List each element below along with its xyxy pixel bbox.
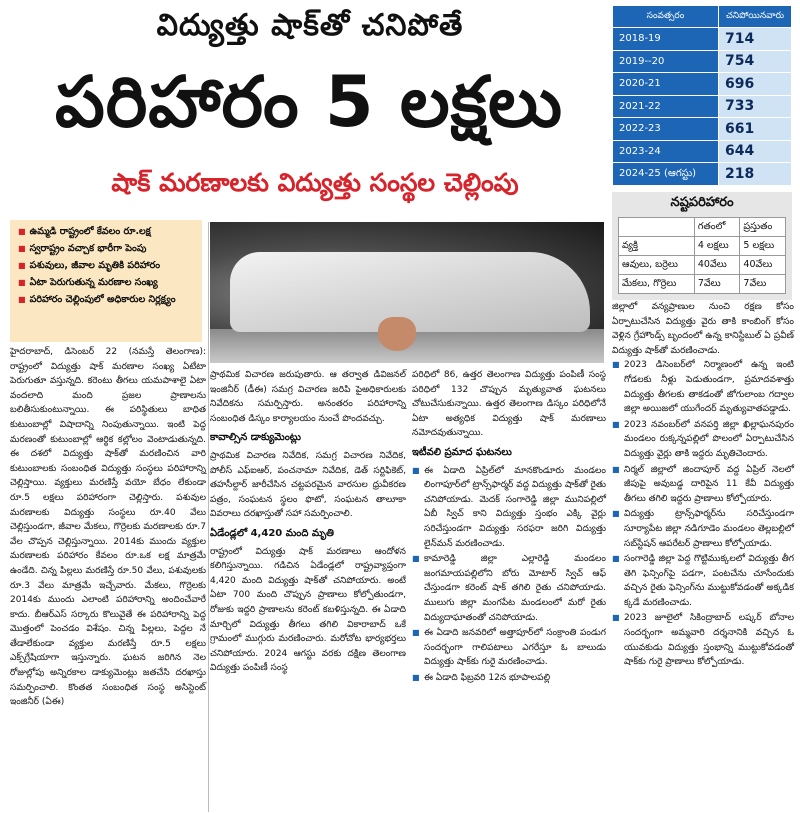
stats-deaths: 644 xyxy=(719,140,792,163)
stats-year: 2024-25 (ఆగస్టు) xyxy=(613,163,719,186)
headline: పరిహారం 5 లక్షలు xyxy=(54,61,564,143)
section-heading: ఏడేండ్లలో 4,420 మంది మృతి xyxy=(210,527,334,539)
stats-deaths: 661 xyxy=(719,118,792,141)
highlight-item xyxy=(18,293,198,306)
news-photo xyxy=(210,222,604,363)
stats-year: 2018-19 xyxy=(613,28,719,51)
compensation-header-now: ప్రస్తుతం xyxy=(740,218,786,237)
stats-row xyxy=(613,118,792,141)
stats-row xyxy=(613,73,792,96)
compensation-table xyxy=(618,217,786,294)
compensation-header-before: గతంలో xyxy=(694,218,740,237)
incident-item: ■ కామారెడ్డి జిల్లా ఎల్లారెడ్డి మండలం జంగమాయపల్లిలోని బోరు మోటార్ స్విచ్ ఆఫ్ చేస్తుండగా కరెంట్ షాక్ తగిలి రైతు చనిపోయాడు. ములుగు జిల్లా మంగపేట మండలంలో మరో రైతు విద్యుదాఘాతంతో చనిపోయాడు. xyxy=(412,552,606,625)
incident-item: ■ ఈ ఏడాది ఫిబ్రవరి 12న భూపాలపల్లి xyxy=(412,671,606,686)
stats-deaths: 733 xyxy=(719,95,792,118)
compensation-item: ఆవులు, బర్రెలు xyxy=(619,256,695,275)
incident-list xyxy=(412,464,606,686)
article-paragraph: ప్రాథమిక విచారణ నివేదిక, సమగ్ర విచారణ నివేదిక, పోలీస్ ఎఫ్‌ఐఆర్, పంచనామా నివేదిక, డెత్ సర్టిఫికెట్, తహసీల్దార్ జారీచేసిన చట్టపరమైన వారసుల ధ్రువీకరణ పత్రం, సంఘటన స్థలం ఫొటో, సంఘటన తాలూకా వివరాలు దరఖాస్తుతో సహా సమర్పించాలి. xyxy=(210,450,406,520)
incident-item: ■ విద్యుత్తు ట్రాన్స్‌ఫార్మర్‌ను సరిచేస్తుండగా సూర్యాపేట జిల్లా నడిగూడెం మండలం తెల్లబల్లిలో సబ్‌స్టేషన్ ఆపరేటర్ ప్రాణాలు కోల్పోయాడు. xyxy=(612,507,794,551)
highlight-text: పరిహారం చెల్లింపులో అధికారుల నిర్లక్ష్యం xyxy=(29,294,176,305)
compensation-row xyxy=(619,275,786,294)
compensation-title: నష్టపరిహారం xyxy=(670,195,734,210)
highlight-item xyxy=(18,242,198,255)
column-divider xyxy=(208,222,209,812)
subheadline: షాక్ మరణాలకు విద్యుత్తు సంస్థల చెల్లింపు xyxy=(111,168,519,197)
compensation-now: 5 లక్షలు xyxy=(740,237,786,256)
highlight-item xyxy=(18,259,198,272)
bullet-icon: ■ xyxy=(18,261,26,270)
compensation-header-item xyxy=(619,218,695,237)
compensation-row xyxy=(619,237,786,256)
stats-year: 2021-22 xyxy=(613,95,719,118)
article-paragraph: హైదరాబాద్, డిసెంబర్ 22 (నమస్తే తెలంగాణ): రాష్ట్రంలో విద్యుత్తు షాక్ మరణాల సంఖ్య ఏటేటా పెరుగుతూ వస్తున్నది. కరెంటు తీగలు యమపాశాలై ఏటా వందలాది మంది ప్రజల ప్రాణాలను బలితీసుకుంటున్నాయి. ఈ పరిస్థితులు బాధిత కుటుంబాల్లో విషాదాన్ని నింపుతున్నాయి. ఇంటి పెద్ద మరణంతో కుటుంబాల్లో ఆర్థిక కల్లోలం వెంటాడుతున్నది. ఈ దశలో విద్యుత్తు షాక్‌తో మరణించిన వారి కుటుంబాలకు సంబంధిత విద్యుత్తు సంస్థలు పరిహారాన్ని చెల్లిస్తాయి. వ్యక్తులు మరణిస్తే వయో బేధం లేకుండా రూ.5 లక్షలు పరిహారంగా చెల్లిస్తారు. పశువుల మరణాలకు విద్యుత్తు సంస్థలు రూ.40 వేలు చెల్లిస్తుండగా, జీవాల మేకలు, గొర్రెలకు మరణాలకు రూ.7 వేల చొప్పన చెల్లిస్తున్నాయి. 2014కు ముందు వ్యక్తుల మరణాలకు పరిహారం కేవలం రూ.ఒక లక్ష మాత్రమే ఉండేది. చిన్న పిల్లలు మరణిస్తే రూ.50 వేలు, పశువులకు రూ.3 వేలు మాత్రమే ఇచ్చేవారు. మేకలు, గొర్రెలకు 2014కు ముందు ఎలాంటి పరిహారాన్ని అందించేవారే కాదు. బీఆర్‌ఎస్ సర్కారు కొలువైతే ఈ పరిహారాన్ని పెద్ద మొత్తంలో పెంచడం విశేషం. చిన్న పిల్లలు, పెద్దల నే తేడాలేకుండా వ్యక్తుల మరణిస్తే రూ.5 లక్షలు ఎక్స్‌గ్రేషియాగా ఇస్తున్నారు. ఘటన జరిగిన నెల రోజుల్లోపు అన్నిరకాల డాక్యుమెంట్లు జతచేసి దరఖాస్తు సమర్పించాలి. కొంతత సంబంధిత సంస్థ అసిస్టెంట్ ఇంజినీర్ (ఏఈ) xyxy=(10,347,206,708)
bullet-icon: ■ xyxy=(18,244,26,253)
compensation-now: 7వేలు xyxy=(740,275,786,294)
incident-item: ■ 2023 జూలైలో సికింద్రాబాద్ లష్కర్ బోనాల సందర్భంగా అమ్మవారి దర్శనానికి వచ్చిన ఓ యువకుడు విద్యుత్తు స్తంభాన్ని ముట్టుకోవడంతో షాక్‌కు గురై ప్రాణాలు కోల్పోయాడు. xyxy=(612,611,794,669)
bullet-icon: ■ xyxy=(18,295,26,304)
compensation-item: వ్యక్తి xyxy=(619,237,695,256)
incident-item: ■ నిర్మల్ జిల్లాలో జిందాపూర్ వద్ద ఏప్రిల్ నెలలో జీపుపై అవుబడ్డ దారిపైన 11 కేవీ విద్యుత్తు తీగలు తగిలి ఇద్దరు ప్రాణాలు కోల్పోయారు. xyxy=(612,463,794,507)
stats-row xyxy=(613,95,792,118)
deaths-by-year-table xyxy=(612,5,792,186)
highlight-item xyxy=(18,225,198,238)
compensation-header-row xyxy=(619,218,786,237)
bullet-icon: ■ xyxy=(18,278,26,287)
highlight-text: ఉమ్మడి రాష్ట్రంలో కేవలం రూ.లక్ష xyxy=(29,226,151,237)
compensation-before: 40వేలు xyxy=(694,256,740,275)
stats-deaths: 696 xyxy=(719,73,792,96)
section-heading: కావాల్సిన డాక్యుమెంట్లు xyxy=(210,432,301,444)
stats-header-year: సంవత్సరం xyxy=(613,6,719,28)
article-paragraph: పరిధిలో 86, ఉత్తర తెలంగాణ విద్యుత్తు పంపిణీ సంస్థ పరిధిలో 132 చొప్పున మృత్యువాత ఘటనలు చోటుచేసుకున్నాయి. ఉత్తర తెలంగాణ డిస్కం పరిధిలోనే ఏటా అత్యధిక విద్యుత్తు షాక్ మరణాలు నమోదవుతున్నాయి. xyxy=(412,370,606,439)
compensation-item: మేకలు, గొర్రెలు xyxy=(619,275,695,294)
headline-kicker: విద్యుత్తు షాక్‌తో చనిపోతే xyxy=(156,8,464,43)
stats-row xyxy=(613,163,792,186)
incident-item: ■ సంగారెడ్డి జిల్లా పెద్ద గొట్టిముక్కలలో విద్యుత్తు తీగ తెగి ఫెన్సింగ్‌పై పడగా, పంటచేను చూసేందుకు వచ్చిన రైతు ఫెన్సింగ్‌ను ముట్టుకోవడంతో అక్కడిక క్కడే మరణించాడు. xyxy=(612,552,794,610)
compensation-before: 7వేలు xyxy=(694,275,740,294)
incident-item: ■ ఈ ఏడాది ఏప్రిల్‌లో మానకొండూరు మండలం లింగాపూర్‌లో ట్రాన్స్‌ఫార్మర్ వద్ద విద్యుత్తు షాక్‌తో రైతు చనిపోయాడు. మెదక్ సంగారెడ్డి జిల్లా మునిపల్లిలో ఏబీ స్విచ్ కాని విద్యుత్తు స్తంభం ఎక్కి వైర్లు సరిచేస్తుండగా విద్యుత్తు సరఫరా జరిగి విద్యుత్తు లైన్‌మన్ మరణించాడు. xyxy=(412,464,606,552)
stats-year: 2022-23 xyxy=(613,118,719,141)
stats-year: 2019--20 xyxy=(613,50,719,73)
incident-list xyxy=(612,358,794,669)
stats-deaths: 218 xyxy=(719,163,792,186)
highlight-text: స్వరాష్ట్రం వచ్చాక భారీగా పెంపు xyxy=(29,243,147,254)
stats-row xyxy=(613,50,792,73)
stats-year: 2020-21 xyxy=(613,73,719,96)
stats-row xyxy=(613,28,792,51)
incident-item: ■ ఈ ఏడాది జనవరిలో అత్తాపూర్‌లో సంక్రాంతి పండుగ సందర్భంగా గాలిపటాలు ఎగరేస్తూ ఓ బాలుడు విద్యుత్తు షాక్‌కు గురై మరణించాడు. xyxy=(412,626,606,670)
bullet-icon: ■ xyxy=(18,227,26,236)
stats-header-deaths: చనిపోయినవారు xyxy=(719,6,792,28)
article-paragraph: జిల్లాలో వన్యప్రాణుల నుంచి రక్షణ కోసం ఏర్పాటుచేసిన విద్యుత్తు వైరు తాకి కాంబింగ్ కోసం వెళ్లిన గ్రేహౌండ్స్ బృందంలో ఉన్న కానిస్టేబుల్ ఏ ప్రవీణ్ విద్యుత్తు షాక్‌తో మరణించాడు. xyxy=(612,302,794,356)
section-heading: ఇటీవలి ప్రమాద ఘటనలు xyxy=(412,446,512,458)
compensation-now: 40వేలు xyxy=(740,256,786,275)
compensation-box xyxy=(612,192,792,300)
compensation-before: 4 లక్షలు xyxy=(694,237,740,256)
article-column-3 xyxy=(412,368,606,686)
article-column-1 xyxy=(10,345,206,710)
highlight-text: పశువులు, జీవాల మృతికి పరిహారం xyxy=(29,260,161,271)
incident-item: ■ 2023 నవంబర్‌లో వనపర్తి జిల్లా ఖిల్లాఘనపురం మండలం రుక్కన్నపల్లిలో పొలంలో ఏర్పాటుచేసిన విద్యుత్తు వైర్లు తాకి ఇద్దరు మృతిచెందారు. xyxy=(612,418,794,462)
article-column-4 xyxy=(612,300,794,671)
stats-deaths: 714 xyxy=(719,28,792,51)
compensation-row xyxy=(619,256,786,275)
highlight-text: ఏటా పెరుగుతున్న మరణాల సంఖ్య xyxy=(29,277,158,288)
incident-item: ■ 2023 డిసెంబర్‌లో నిర్మాణంలో ఉన్న ఇంటి గోడలకు నీళ్లు పెడుతుండగా, ప్రమాదవశాత్తు విద్యుత్తు తీగలకు తాకడంతో జోగులాంబ గద్వాల జిల్లా అయిజలో యుగేందర్ మృత్యువాతపడ్డాడు. xyxy=(612,358,794,416)
stats-deaths: 754 xyxy=(719,50,792,73)
photo-hand xyxy=(378,317,416,351)
stats-year: 2023-24 xyxy=(613,140,719,163)
highlights-box xyxy=(10,220,202,342)
stats-header-row xyxy=(613,6,792,28)
highlight-item xyxy=(18,276,198,289)
article-paragraph: ప్రాథమిక విచారణ జరుపుతారు. ఆ తర్వాత డివిజనల్ ఇంజినీర్ (డీఈ) సమగ్ర విచారణ జరిపి పైఅధికారులకు నివేదికను సమర్పిస్తారు. అనంతరం పరిహారాన్ని సంబంధిత డిస్కం కార్యాలయం నుంచే పొందవచ్చు. xyxy=(210,370,406,424)
article-column-2 xyxy=(210,368,406,676)
article-paragraph: రాష్ట్రంలో విద్యుత్తు షాక్ మరణాలు ఆందోళన కలిగిస్తున్నాయి. గడిచిన ఏడేండ్లలో రాష్ట్రవ్యాప్తంగా 4,420 మంది విద్యుత్తు షాక్‌తో చనిపోయారు. అంటే ఏటా 700 మంది చొప్పున ప్రాణాలు కోల్పోతుండగా, రోజుకు ఇద్దరి ప్రాణాలను కరెంట్ కబళిస్తున్నది. ఈ ఏడాది మార్చిలో విద్యుత్తు తీగలు తగిలి వికారాబాద్ ఒకే గ్రామంలో ముగ్గురు మరణించారు. మరోచోట భార్యభర్తలు చనిపోయారు. 2024 ఆగస్టు వరకు దక్షిణ తెలంగాణ విద్యుత్తు పంపిణీ సంస్థ xyxy=(210,546,406,674)
stats-row xyxy=(613,140,792,163)
